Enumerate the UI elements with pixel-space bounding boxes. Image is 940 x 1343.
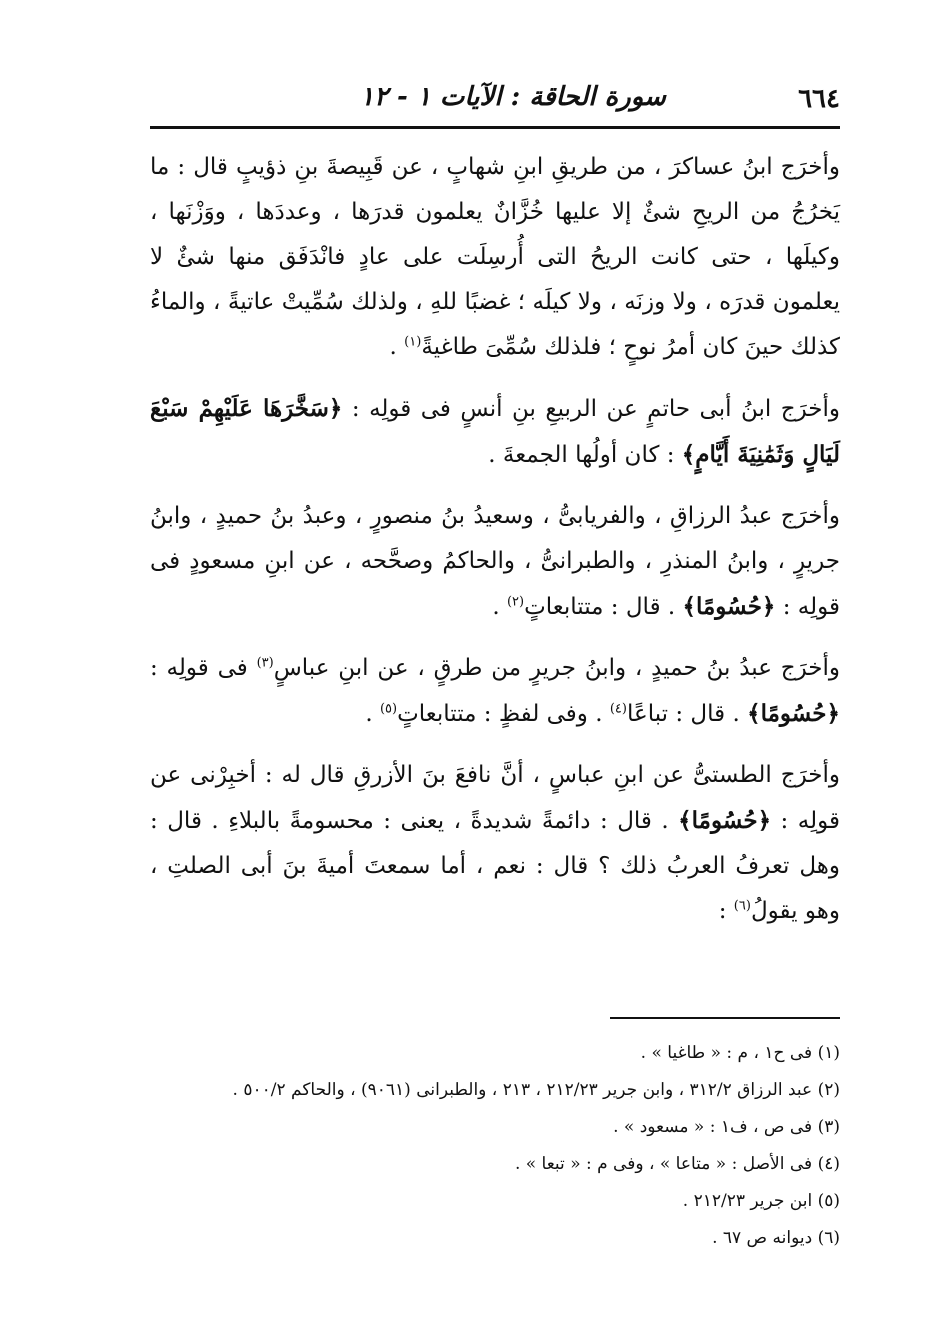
- paragraph-text: . قال : متتابعاتٍ: [524, 594, 683, 620]
- footnote-ref: (١): [404, 334, 422, 350]
- paragraph-text: وأخرَج عبدُ بنُ حميدٍ ، وابنُ جريرٍ من طرقٍ ، عن ابنِ عباسٍ: [273, 655, 841, 681]
- footnote: (٤) فى الأصل : « متاعا » ، وفى م : « تبعا » .: [514, 1154, 840, 1174]
- page-number: ٦٦٤: [798, 84, 840, 114]
- footnote: (٢) عبد الرزاق ٣١٢/٢ ، وابن جرير ٢١٢/٢٣ ، ٢١٣ ، والطبرانى (٩٠٦١) ، والحاكم ٥٠٠/٢ .: [232, 1080, 840, 1100]
- header-rule: [150, 126, 840, 129]
- footnote: (٥) ابن جرير ٢١٢/٢٣ .: [682, 1191, 840, 1211]
- paragraph-text: وأخرَج ابنُ أبى حاتمٍ عن الربيعِ بنِ أنسٍ فى قولِه :: [342, 396, 840, 422]
- paragraph-text: .: [492, 594, 507, 620]
- paragraph-text: وأخرَج الطستىُّ عن ابنِ عباسٍ ، أنَّ نافعَ بنَ الأزرقِ قال له : أخبِرْنى عن قولِه :: [150, 762, 840, 834]
- running-title: سورة الحاقة : الآيات ١ - ١٢: [360, 82, 666, 112]
- quran-verse: ﴿حُسُومًا﴾: [747, 700, 840, 727]
- paragraph-text: :: [718, 898, 734, 924]
- paragraph: [150, 753, 840, 934]
- paragraph: [150, 494, 840, 630]
- paragraph: [150, 646, 840, 737]
- paragraph-text: . قال : دائمةً شديدةً ، يعنى : محسومةً بالبلاءِ . قال : وهل تعرفُ العربُ ذلك ؟ قال : نعم ، أما سمعتَ أميةَ بنَ أبى الصلتِ ، وهو يقولُ: [150, 808, 840, 924]
- paragraph-text: وأخرَج ابنُ عساكرَ ، من طريقِ ابنِ شهابٍ ، عن قَبِيصةَ بنِ ذؤيبٍ قال : ما يَخرُجُ من الريحِ شئٌ إلا عليها خُزَّانٌ يعلمون قدرَها ، وعددَها ، ووَزْنَها ، وكيلَها ، حتى كانت الريحُ التى أُرسِلَت على عادٍ فانْدَفَق منها شئٌ لا يعلمون قدرَه ، ولا وزنَه ، ولا كيلَه ؛ غضبًا للهِ ، ولذلك سُمِّيتْ عاتيةً ، والماءُ كذلك حينَ كان أمرُ نوحٍ ؛ فلذلك سُمِّىَ طاغيةً: [150, 154, 840, 360]
- footnote-rule: [610, 1017, 840, 1019]
- footnote-ref: (٢): [506, 594, 525, 610]
- footnote-ref: (٥): [379, 701, 398, 717]
- quran-verse: ﴿سَخَّرَهَا عَلَيْهِمْ سَبْعَ لَيَالٍ وَثَمَٰنِيَةَ أَيَّامٍ﴾: [150, 395, 840, 468]
- paragraph-text: : كان أولُها الجمعةَ .: [488, 442, 682, 468]
- footnote-ref: (٣): [256, 655, 274, 671]
- footnote: (٦) ديوانه ص ٦٧ .: [712, 1228, 840, 1248]
- paragraph-text: .: [365, 701, 380, 727]
- paragraph-text: .: [389, 334, 405, 360]
- paragraph: [150, 145, 840, 370]
- footnote-ref: (٦): [733, 898, 751, 914]
- footnote-ref: (٤): [609, 701, 627, 717]
- page-header: [150, 76, 840, 120]
- main-text: [150, 145, 840, 950]
- paragraph-text: . وفى لفظٍ : متتابعاتٍ: [397, 701, 610, 727]
- paragraph-text: فى قولِه :: [150, 655, 257, 681]
- paragraph: [150, 386, 840, 478]
- footnotes: [150, 1035, 840, 1257]
- quran-verse: ﴿حُسُومًا﴾: [678, 807, 772, 834]
- quran-verse: ﴿حُسُومًا﴾: [682, 593, 776, 620]
- paragraph-text: . قال : تباعًا: [626, 701, 748, 727]
- paragraph-text: وأخرَج عبدُ الرزاقِ ، والفريابىُّ ، وسعيدُ بنُ منصورٍ ، وعبدُ بنُ حميدٍ ، وابنُ جريرٍ ، وابنُ المنذرِ ، والطبرانىُّ ، والحاكمُ وصحَّحه ، عن ابنِ مسعودٍ فى قولِه :: [150, 503, 840, 620]
- footnote: (٣) فى ص ، ف١ : « مسعود » .: [613, 1117, 840, 1137]
- footnote: (١) فى ح١ ، م : « طاغيا » .: [640, 1043, 840, 1063]
